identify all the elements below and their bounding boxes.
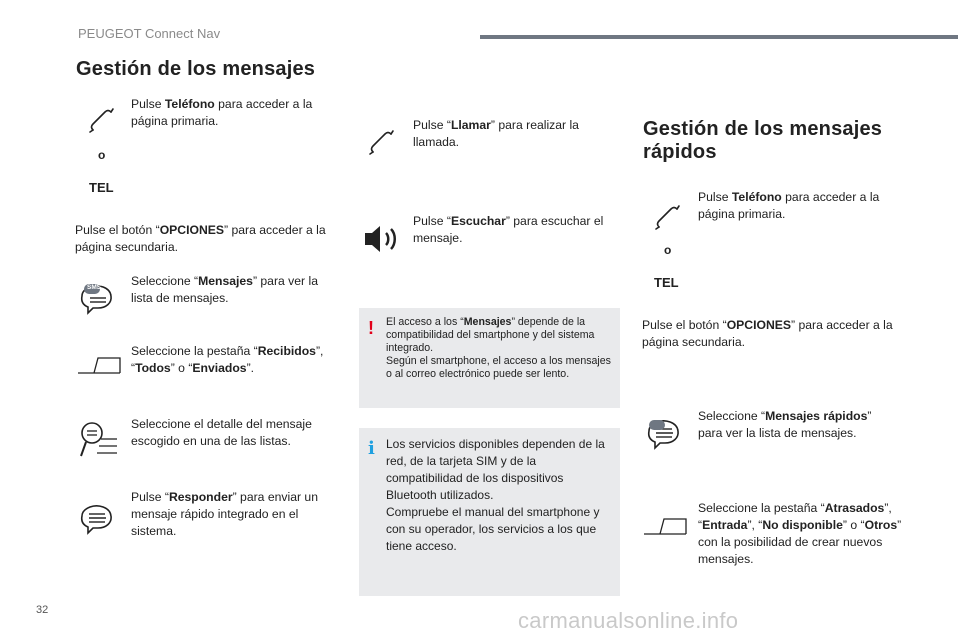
- header-title: PEUGEOT Connect Nav: [78, 26, 221, 41]
- speaker-icon: [362, 222, 402, 256]
- step-options: Pulse el botón “OPCIONES” para acceder a la página secundaria.: [75, 223, 326, 254]
- watermark: carmanualsonline.info: [518, 608, 739, 633]
- step-listen: Pulse “Escuchar” para escuchar el mensaje.: [413, 214, 604, 245]
- info-text: Los servicios disponibles dependen de la red, de la tarjeta SIM y de la compatibilidad de los dispositivos Bluetooth utilizados. Compruebe el manual del smartphone y con su operador, los servicios a los que tiene acceso.: [386, 437, 605, 553]
- step-phone: Pulse Teléfono para acceder a la página primaria.: [131, 97, 313, 128]
- or-label-2: o: [664, 243, 672, 257]
- tab-icon: [76, 355, 122, 375]
- sms-badge-text: SMS: [87, 284, 102, 291]
- tab-icon-2: [642, 516, 688, 536]
- step-messages: Seleccione “Mensajes” para ver la lista de mensajes.: [131, 274, 318, 305]
- or-label: o: [98, 148, 106, 162]
- header-bar: [480, 35, 958, 39]
- section-title-messages: Gestión de los mensajes: [76, 58, 316, 80]
- message-detail-icon: [79, 420, 119, 462]
- quick-message-icon: [645, 416, 683, 452]
- reply-message-icon: [78, 501, 116, 537]
- warning-icon: !: [368, 318, 374, 338]
- tel-key-label-2: TEL: [654, 275, 679, 290]
- step-tabs: Seleccione la pestaña “Recibidos”, “Todos” o “Enviados”.: [131, 344, 324, 375]
- warning-text: El acceso a los “Mensajes” depende de la compatibilidad del smartphone y del sistema integrado. Según el smartphone, el acceso a los mensajes o al correo electrónico puede ser lento.: [386, 316, 611, 380]
- page-number: 32: [36, 604, 49, 616]
- phone-icon-2: [652, 202, 682, 232]
- step-call: Pulse “Llamar” para realizar la llamada.: [413, 118, 579, 149]
- step-phone-2: Pulse Teléfono para acceder a la página primaria.: [698, 190, 880, 221]
- step-tabs-2: Seleccione la pestaña “Atrasados”, “Entrada”, “No disponible” o “Otros” con la posibilidad de crear nuevos mensajes.: [698, 501, 902, 566]
- step-quick-messages: Seleccione “Mensajes rápidos” para ver la lista de mensajes.: [698, 409, 872, 440]
- step-detail: Seleccione el detalle del mensaje escogido en una de las listas.: [131, 417, 312, 448]
- call-icon: [366, 127, 396, 157]
- info-icon: i: [368, 438, 375, 459]
- phone-icon: [86, 105, 116, 135]
- sms-icon: [78, 281, 116, 317]
- tel-key-label: TEL: [89, 180, 114, 195]
- step-reply: Pulse “Responder” para enviar un mensaje rápido integrado en el sistema.: [131, 490, 318, 538]
- step-options-2: Pulse el botón “OPCIONES” para acceder a la página secundaria.: [642, 318, 893, 349]
- section-title-quick-messages: Gestión de los mensajes rápidos: [643, 118, 883, 163]
